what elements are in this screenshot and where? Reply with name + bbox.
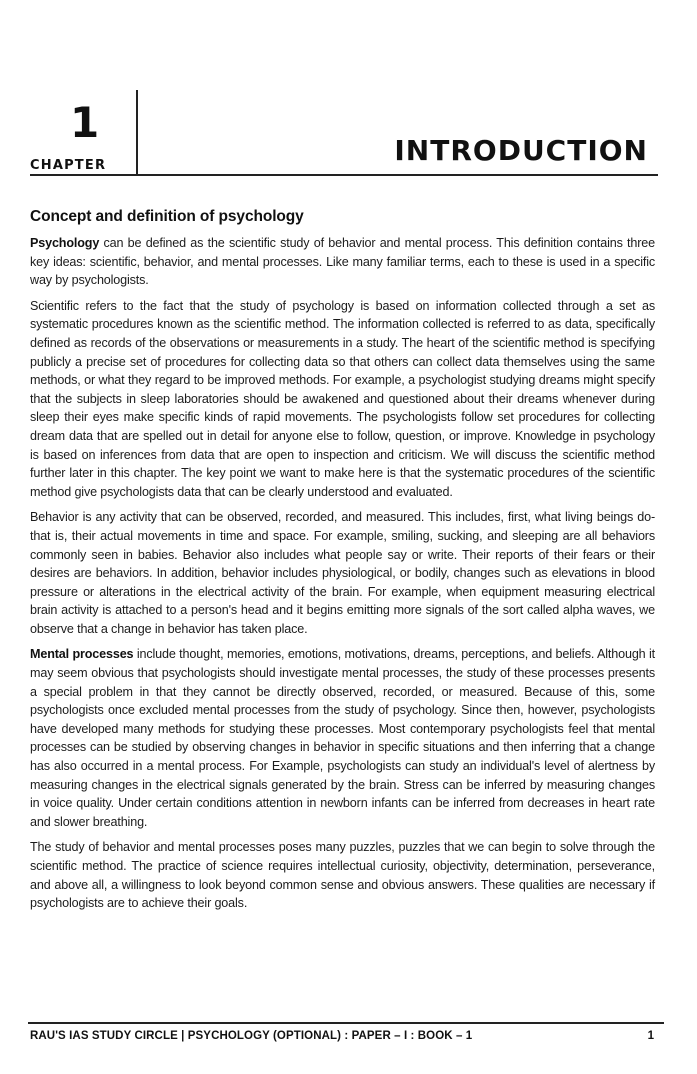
footer-rule [28,1022,664,1024]
chapter-header [30,90,658,176]
footer-running-title: RAU'S IAS STUDY CIRCLE | PSYCHOLOGY (OPTIONAL) : PAPER – I : BOOK – 1 [30,1030,473,1042]
chapter-label: CHAPTER [30,158,107,173]
page-number: 1 [647,1030,654,1042]
paragraph-puzzles [30,838,655,912]
paragraph-mental-processes [30,645,655,831]
paragraph-psychology-definition [30,234,655,290]
paragraph-text: can be defined as the scientific study of behavior and mental process. This definition contains three key ideas: scientific, behavior, and mental processes. Like many familiar terms, each to these is used in a specific way by psychologists. [30,236,655,288]
paragraph-text: include thought, memories, emotions, motivations, dreams, perceptions, and beliefs. Although it may seem obvious that psychologists should investigate mental processes, the study of these processes presents a special problem in that they cannot be directly observed, recorded, or measured. Because of this, some psychologists once excluded mental processes from the study of psychology. Since then, however, psychologists have developed many methods for studying these processes. Most contemporary psychologists feel that mental processes can be studied by observing changes in behavior in specific situations and then inferring that a change has also occurred in a mental process. For Example, psychologists can study an individual's level of alertness by measuring changes in the electrical signals generated by the brain. Stress can be inferred by measuring changes in voice quality. Under certain conditions attention in newborn infants can be inferred from decreases in heart rate and slower breathing. [30,647,655,829]
paragraph-scientific [30,297,655,502]
term-mental-processes: Mental processes [30,647,134,662]
chapter-rule [30,174,658,176]
paragraph-behavior [30,508,655,638]
chapter-content [30,208,655,920]
chapter-divider [136,90,138,176]
section-heading: Concept and definition of psychology [30,208,304,225]
term-psychology: Psychology [30,236,100,250]
page-footer [28,1022,664,1042]
paragraph-text: Scientific refers to the fact that the study of psychology is based on information collected through a set as systematic procedures known as the scientific method. The information collected is referred to as data, specifically defined as records of the observations or measurements in a study. The heart of the scientific method is specifying publicly a precise set of procedures for collecting data so that others can collect data themselves using the same methods, or what they regard to be improved methods. For example, a psychologist studying dreams might specify that the subjects in sleep laboratories should be awakened and questioned about their dreams whenever during sleep their eyes make specific kinds of rapid movements. The psychologists follow set procedures for collecting dream data that are spelled out in detail for anyone else to follow, question, or improve. Knowledge in psychology is based on inferences from data that are open to inspection and criticism. We will discuss the scientific method further later in this chapter. The key point we want to make here is that the systematic procedures of the scientific method give psychologists data that can be clearly understood and evaluated. [30,298,655,499]
paragraph-text: The study of behavior and mental processes poses many puzzles, puzzles that we can begin to solve through the scientific method. The practice of science requires intellectual curiosity, objectivity, determination, perseverance, and above all, a willingness to look beyond common sense and obvious answers. These qualities are necessary if psychologists are to achieve their goals. [30,840,655,911]
paragraph-text: Behavior is any activity that can be observed, recorded, and measured. This includes, first, what living beings do-that is, their actual movements in time and space. For example, smiling, sucking, and sleeping are all behaviors commonly seen in babies. Behavior also includes what people say or write. Their reports of their fears or their desires are behaviors. In addition, behavior includes physiological, or bodily, changes such as elevations in blood pressure or alterations in the electrical activity of the brain. For example, when equipment measuring electrical brain activity is attached to a person's head and it begins emitting more signals of the sort called alpha waves, we observe that a change in behavior has taken place. [30,510,655,636]
chapter-number: 1 [70,98,100,147]
chapter-title: INTRODUCTION [394,134,648,167]
